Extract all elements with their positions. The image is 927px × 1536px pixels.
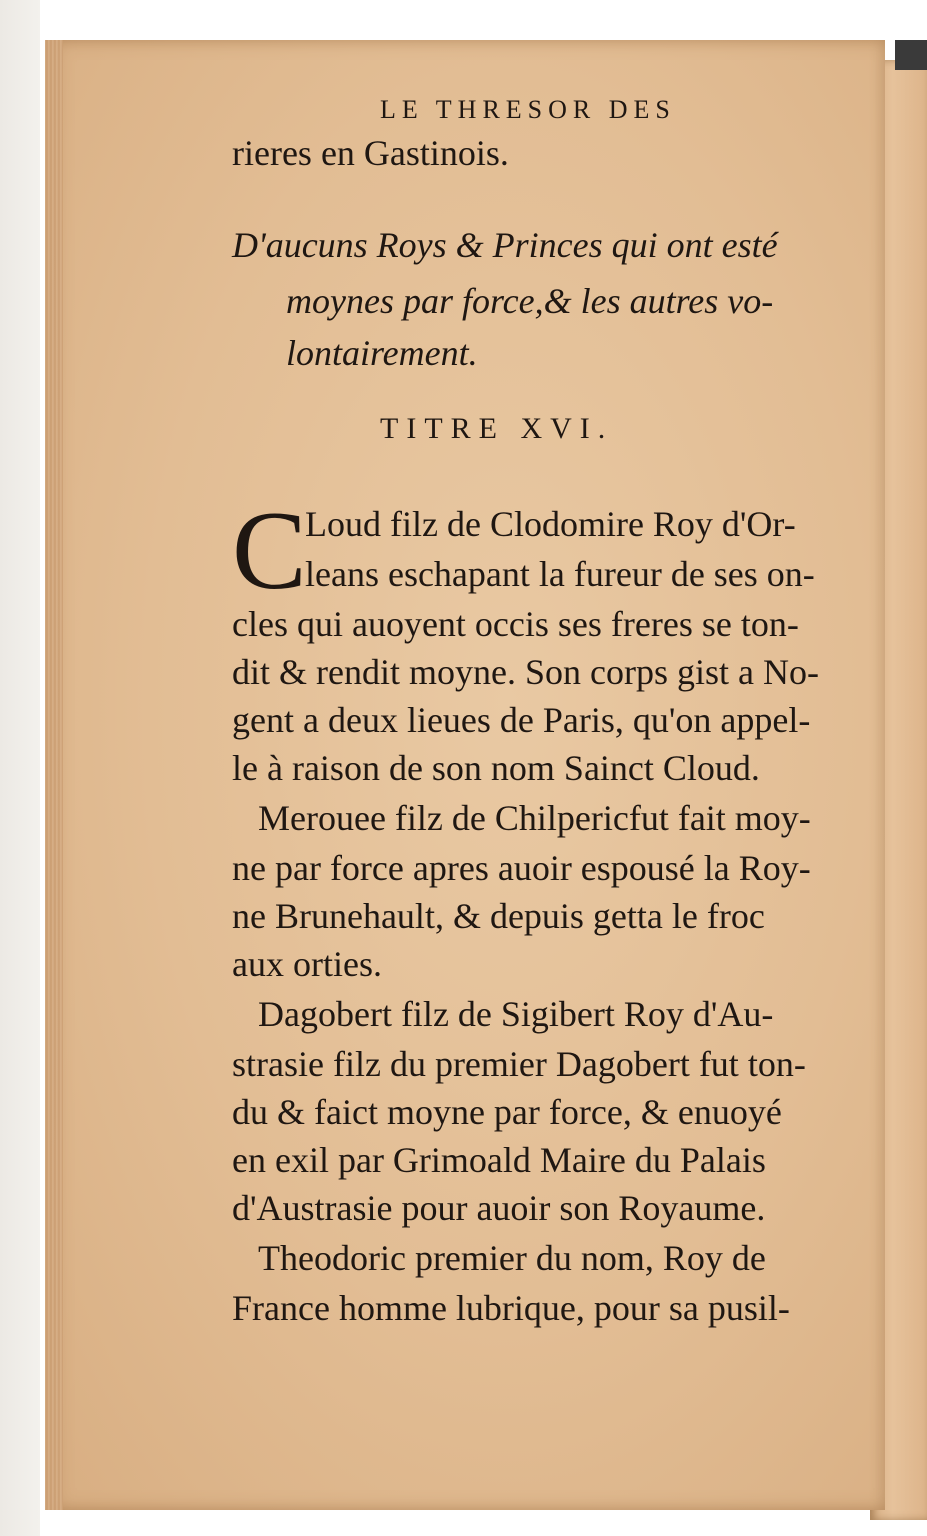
para1-line-6: le à raison de son nom Sainct Cloud. [232,748,760,788]
heading-line-1: D'aucuns Roys & Princes qui ont esté [232,225,778,265]
para3-line-2: strasie filz du premier Dagobert fut ton- [232,1044,806,1084]
para3-line-3: du & faict moyne par force, & enuoyé [232,1092,782,1132]
book-cover-corner [895,40,927,70]
background-left [0,0,40,1536]
heading-line-2: moynes par force,& les autres vo- [286,281,774,321]
running-head: LE THRESOR DES [380,95,676,124]
para1-line-1: Loud filz de Clodomire Roy d'Or- [305,504,796,544]
para2-line-2: ne par force apres auoir espousé la Roy- [232,848,811,888]
para3-line-5: d'Austrasie pour auoir son Royaume. [232,1188,766,1228]
para1-line-5: gent a deux lieues de Paris, qu'on appel- [232,700,811,740]
para3-line-4: en exil par Grimoald Maire du Palais [232,1140,766,1180]
drop-cap: C [232,489,307,613]
para1-line-4: dit & rendit moyne. Son corps gist a No- [232,652,819,692]
para4-line-2: France homme lubrique, pour sa pusil- [232,1288,790,1328]
para2-line-3: ne Brunehault, & depuis getta le froc [232,896,765,936]
para2-line-1: Merouee filz de Chilpericfut fait moy- [258,798,811,838]
para3-line-1: Dagobert filz de Sigibert Roy d'Au- [258,994,774,1034]
para1-line-2: leans eschapant la fureur de ses on- [305,554,815,594]
para1-line-3: cles qui auoyent occis ses freres se ton- [232,604,799,644]
continued-line: rieres en Gastinois. [232,133,509,173]
heading-line-3: lontairement. [286,333,478,373]
page-fore-edge [45,40,63,1510]
para4-line-1: Theodoric premier du nom, Roy de [258,1238,766,1278]
para2-line-4: aux orties. [232,944,382,984]
section-title: TITRE XVI. [380,412,614,445]
